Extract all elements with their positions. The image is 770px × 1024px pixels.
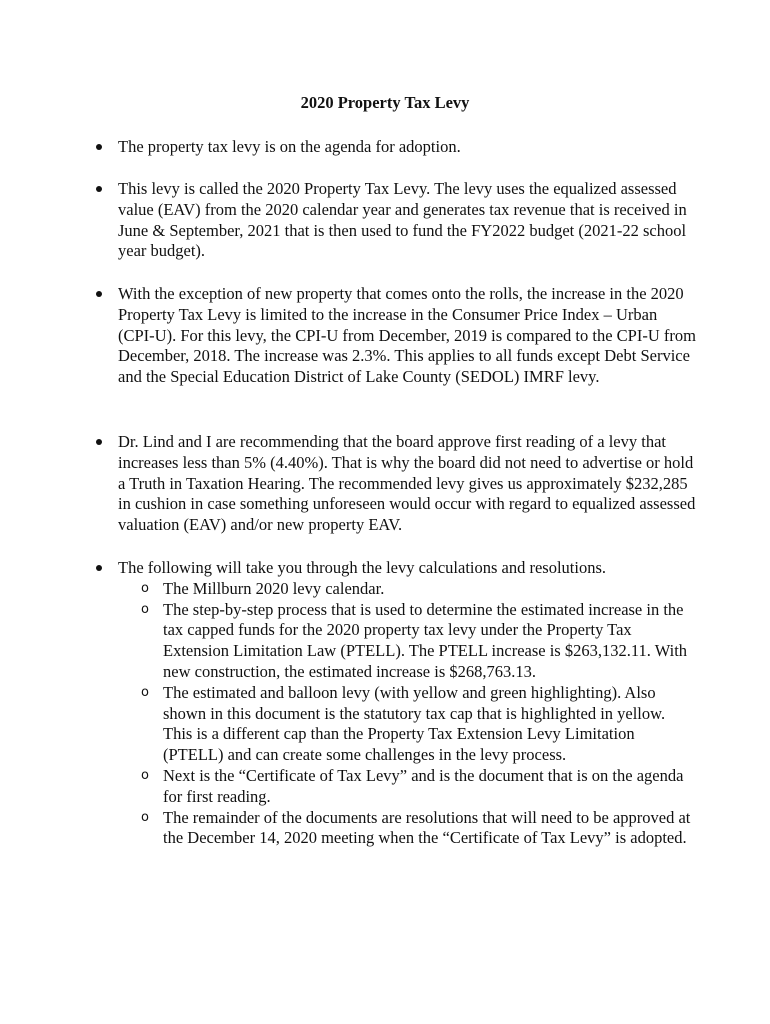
sub-bullet-list xyxy=(118,579,698,849)
bullet-item-cpi-limit xyxy=(118,284,698,388)
bullet-item-recommendation xyxy=(118,432,698,536)
bullet-text: The property tax levy is on the agenda for adoption. xyxy=(118,137,461,156)
bullet-dot-icon xyxy=(96,291,102,297)
sub-item-text: The step-by-step process that is used to determine the estimated increase in the tax capped funds for the 2020 property tax levy under the Property Tax Extension Limitation Law (PTELL). The PTELL increase is $263,132.11. With new construction, the estimated increase is $268,763.13. xyxy=(163,599,688,681)
bullet-dot-icon xyxy=(96,565,102,571)
bullet-item-calculations xyxy=(118,558,698,849)
bullet-text: The following will take you through the levy calculations and resolutions. xyxy=(118,558,607,577)
bullet-dot-icon xyxy=(96,144,102,150)
bullet-dot-icon xyxy=(96,439,102,445)
bullet-dot-icon xyxy=(96,186,102,192)
bullet-text: This levy is called the 2020 Property Tax Levy. The levy uses the equalized assessed value (EAV) from the 2020 calendar year and generates tax revenue that is received in June & September, 2021 that is then used to fund the FY2022 budget (2021-22 school year budget). xyxy=(118,179,687,261)
hollow-circle-bullet-icon: o xyxy=(141,767,149,783)
sub-list-item-ptell-process xyxy=(118,600,698,683)
sub-list-item-balloon-levy xyxy=(118,683,698,766)
sub-list-item-certificate xyxy=(118,766,698,808)
hollow-circle-bullet-icon: o xyxy=(141,809,149,825)
hollow-circle-bullet-icon: o xyxy=(141,601,149,617)
sub-list-item-calendar xyxy=(118,579,698,600)
sub-item-text: The Millburn 2020 levy calendar. xyxy=(163,578,385,598)
sub-item-text: The estimated and balloon levy (with yellow and green highlighting). Also shown in this document is the statutory tax cap that is highlighted in yellow. This is a different cap than the Property Tax Extension Levy Limitation (PTELL) and can create some challenges in the levy process. xyxy=(163,682,666,765)
bullet-item-levy-description xyxy=(118,179,698,262)
sub-item-text: The remainder of the documents are resolutions that will need to be approved at the December 14, 2020 meeting when the “Certificate of Tax Levy” is adopted. xyxy=(163,807,691,848)
bullet-text: With the exception of new property that comes onto the rolls, the increase in the 2020 Property Tax Levy is limited to the increase in the Consumer Price Index – Urban (CPI-U). For this levy, the CPI-U from December, 2019 is compared to the CPI-U from December, 2018. The increase was 2.3%. This applies to all funds except Debt Service and the Special Education District of Lake County (SEDOL) IMRF levy. xyxy=(118,284,696,387)
bullet-text: Dr. Lind and I are recommending that the board approve first reading of a levy that increases less than 5% (4.40%). That is why the board did not need to advertise or hold a Truth in Taxation Hearing. The recommended levy gives us approximately $232,285 in cushion in case something unforeseen would occur with regard to equalized assessed valuation (EAV) and/or new property EAV. xyxy=(118,432,696,535)
sub-list-item-resolutions xyxy=(118,808,698,850)
hollow-circle-bullet-icon: o xyxy=(141,580,149,596)
sub-item-text: Next is the “Certificate of Tax Levy” and is the document that is on the agenda for first reading. xyxy=(163,765,684,806)
hollow-circle-bullet-icon: o xyxy=(141,684,149,700)
page-title: 2020 Property Tax Levy xyxy=(300,93,470,112)
bullet-item-agenda xyxy=(118,137,698,158)
